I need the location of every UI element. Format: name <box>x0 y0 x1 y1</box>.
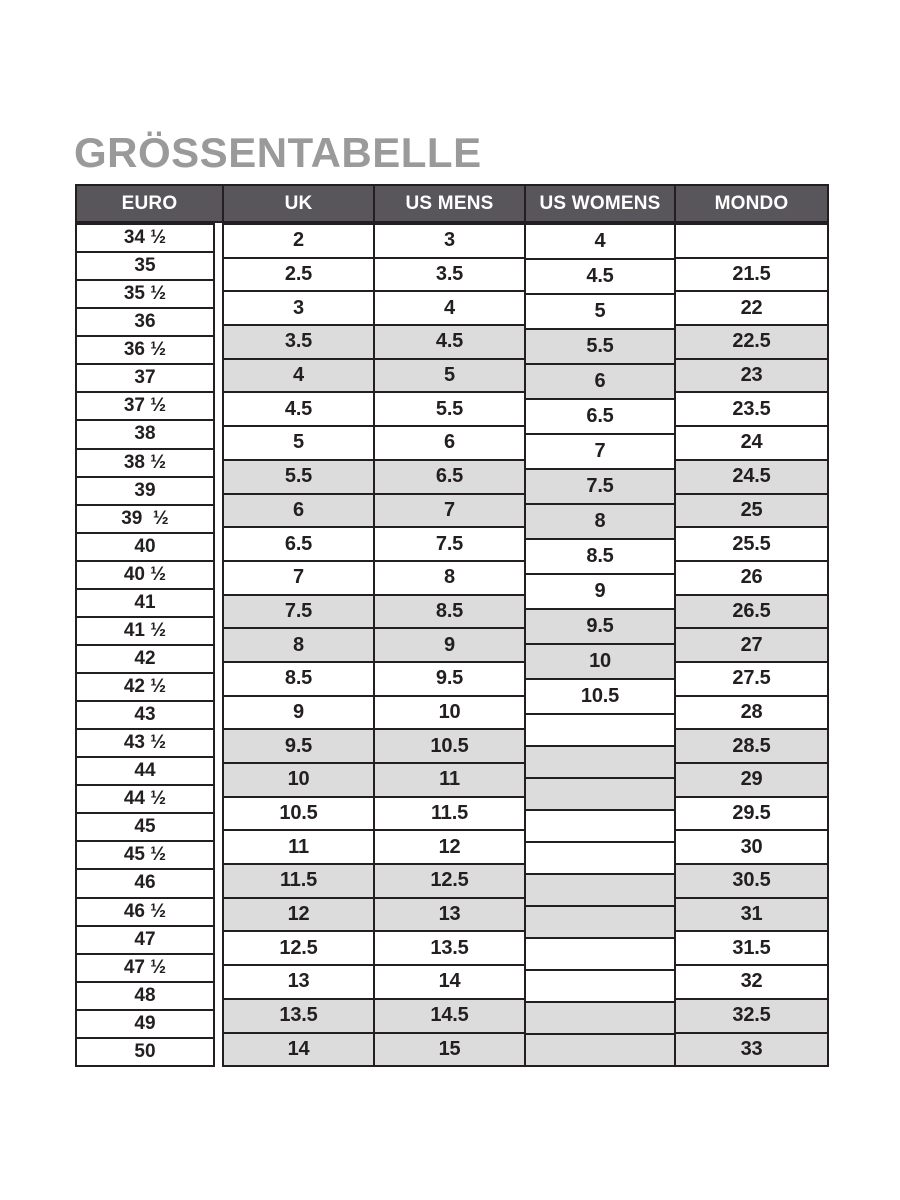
us-womens-cell: 6.5 <box>526 400 674 435</box>
us-womens-cell <box>526 907 674 939</box>
euro-cell: 36 ½ <box>77 337 213 365</box>
mondo-cell: 29.5 <box>676 798 827 832</box>
uk-cell: 3.5 <box>224 326 373 360</box>
uk-cell: 11.5 <box>224 865 373 899</box>
us-mens-cell: 14.5 <box>375 1000 524 1034</box>
uk-cell: 11 <box>224 831 373 865</box>
us-womens-cell: 5.5 <box>526 330 674 365</box>
euro-cell: 47 <box>77 927 213 955</box>
us-mens-cell: 7.5 <box>375 528 524 562</box>
mondo-cell: 25.5 <box>676 528 827 562</box>
us-womens-cell <box>526 1035 674 1065</box>
uk-column <box>224 225 373 1065</box>
uk-cell: 12.5 <box>224 932 373 966</box>
mondo-cell: 24 <box>676 427 827 461</box>
euro-cell: 39 <box>77 478 213 506</box>
uk-cell: 4.5 <box>224 393 373 427</box>
uk-cell: 12 <box>224 899 373 933</box>
euro-cell: 37 <box>77 365 213 393</box>
uk-cell: 4 <box>224 360 373 394</box>
uk-cell: 8.5 <box>224 663 373 697</box>
us-womens-cell <box>526 779 674 811</box>
us-mens-cell: 8 <box>375 562 524 596</box>
us-mens-cell: 10.5 <box>375 730 524 764</box>
us-mens-cell: 6 <box>375 427 524 461</box>
us-womens-cell: 10.5 <box>526 680 674 715</box>
euro-cell: 50 <box>134 1040 156 1062</box>
us-mens-cell: 3 <box>375 225 524 259</box>
us-mens-cell: 4 <box>375 292 524 326</box>
euro-cell: 37 ½ <box>77 393 213 421</box>
column-gutter <box>215 223 222 1067</box>
us-mens-cell: 10 <box>375 697 524 731</box>
euro-cell: 45 <box>77 814 213 842</box>
us-womens-cell <box>526 843 674 875</box>
us-womens-cell: 7 <box>526 435 674 470</box>
us-mens-cell: 12.5 <box>375 865 524 899</box>
table-header-row <box>75 184 829 223</box>
us-womens-cell: 8.5 <box>526 540 674 575</box>
uk-cell: 6 <box>224 495 373 529</box>
us-womens-cell: 4.5 <box>526 260 674 295</box>
us-mens-cell: 11 <box>375 764 524 798</box>
euro-cell: 40 <box>77 534 213 562</box>
mondo-cell: 28 <box>676 697 827 731</box>
us-womens-cell: 8 <box>526 505 674 540</box>
uk-cell: 3 <box>224 292 373 326</box>
us-mens-cell: 4.5 <box>375 326 524 360</box>
euro-cell: 43 <box>77 702 213 730</box>
euro-cell: 49 <box>77 1011 213 1039</box>
us-mens-cell: 13 <box>375 899 524 933</box>
us-womens-cell: 9 <box>526 575 674 610</box>
euro-cell: 38 <box>77 421 213 449</box>
us-mens-cell: 12 <box>375 831 524 865</box>
euro-cell: 40 ½ <box>77 562 213 590</box>
uk-cell: 13.5 <box>224 1000 373 1034</box>
mondo-cell: 22 <box>676 292 827 326</box>
conversion-columns <box>222 223 829 1067</box>
uk-cell: 6.5 <box>224 528 373 562</box>
euro-cell: 44 ½ <box>77 786 213 814</box>
mondo-cell: 21.5 <box>676 259 827 293</box>
us-mens-cell: 15 <box>375 1034 524 1066</box>
us-womens-cell <box>526 939 674 971</box>
euro-cell: 39 ½ <box>77 506 213 534</box>
uk-cell: 10 <box>224 764 373 798</box>
us-womens-cell <box>526 1003 674 1035</box>
uk-cell: 13 <box>224 966 373 1000</box>
euro-cell: 35 ½ <box>77 281 213 309</box>
us-womens-cell: 7.5 <box>526 470 674 505</box>
us-womens-cell <box>526 811 674 843</box>
us-mens-cell: 3.5 <box>375 259 524 293</box>
us-womens-cell <box>526 971 674 1003</box>
column-header-us-womens: US WOMENS <box>524 186 674 221</box>
euro-cell: 46 ½ <box>77 899 213 927</box>
euro-cell: 41 ½ <box>77 618 213 646</box>
page-title: GRÖSSENTABELLE <box>74 129 482 176</box>
euro-cell: 47 ½ <box>77 955 213 983</box>
us-womens-cell <box>526 747 674 779</box>
mondo-cell: 26.5 <box>676 596 827 630</box>
uk-cell: 10.5 <box>224 798 373 832</box>
uk-cell: 8 <box>224 629 373 663</box>
us-mens-cell: 8.5 <box>375 596 524 630</box>
mondo-cell: 23 <box>676 360 827 394</box>
euro-cell: 48 <box>77 983 213 1011</box>
column-header-mondo: MONDO <box>674 186 827 221</box>
mondo-cell: 23.5 <box>676 393 827 427</box>
us-womens-cell: 10 <box>526 645 674 680</box>
mondo-column <box>674 225 827 1065</box>
us-mens-cell: 5.5 <box>375 393 524 427</box>
size-conversion-table <box>75 184 829 1067</box>
us-mens-cell: 11.5 <box>375 798 524 832</box>
euro-cell: 35 <box>77 253 213 281</box>
mondo-cell: 28.5 <box>676 730 827 764</box>
mondo-cell: 33 <box>676 1034 827 1066</box>
mondo-cell: 26 <box>676 562 827 596</box>
euro-cell: 44 <box>77 758 213 786</box>
table-body <box>75 223 829 1067</box>
euro-cell: 36 <box>77 309 213 337</box>
us-mens-cell: 5 <box>375 360 524 394</box>
us-womens-cell <box>526 715 674 747</box>
euro-cell: 34 ½ <box>77 225 213 253</box>
mondo-cell <box>676 225 827 259</box>
mondo-cell: 24.5 <box>676 461 827 495</box>
us-womens-cell: 9.5 <box>526 610 674 645</box>
mondo-cell: 30.5 <box>676 865 827 899</box>
euro-cell: 41 <box>77 590 213 618</box>
column-header-us-mens: US MENS <box>373 186 524 221</box>
euro-cell: 42 <box>77 646 213 674</box>
us-mens-cell: 9.5 <box>375 663 524 697</box>
us-womens-cell: 4 <box>526 225 674 260</box>
euro-cell: 42 ½ <box>77 674 213 702</box>
us-mens-cell: 7 <box>375 495 524 529</box>
us-mens-cell: 14 <box>375 966 524 1000</box>
mondo-cell: 25 <box>676 495 827 529</box>
uk-cell: 5.5 <box>224 461 373 495</box>
us-mens-cell: 9 <box>375 629 524 663</box>
uk-cell: 9.5 <box>224 730 373 764</box>
uk-cell: 7.5 <box>224 596 373 630</box>
mondo-cell: 32.5 <box>676 1000 827 1034</box>
euro-cell: 45 ½ <box>77 842 213 870</box>
uk-cell: 2 <box>224 225 373 259</box>
column-header-uk: UK <box>222 186 373 221</box>
euro-cell: 46 <box>77 870 213 898</box>
column-header-euro: EURO <box>121 192 178 214</box>
uk-cell: 2.5 <box>224 259 373 293</box>
euro-cell: 43 ½ <box>77 730 213 758</box>
mondo-cell: 31 <box>676 899 827 933</box>
mondo-cell: 32 <box>676 966 827 1000</box>
uk-cell: 7 <box>224 562 373 596</box>
us-mens-column <box>373 225 524 1065</box>
euro-cell: 38 ½ <box>77 450 213 478</box>
us-womens-column <box>524 225 674 1065</box>
mondo-cell: 31.5 <box>676 932 827 966</box>
us-mens-cell: 6.5 <box>375 461 524 495</box>
uk-cell: 5 <box>224 427 373 461</box>
us-womens-cell: 5 <box>526 295 674 330</box>
mondo-cell: 30 <box>676 831 827 865</box>
uk-cell: 14 <box>224 1034 373 1066</box>
mondo-cell: 22.5 <box>676 326 827 360</box>
us-womens-cell <box>526 875 674 907</box>
us-mens-cell: 13.5 <box>375 932 524 966</box>
euro-column <box>75 223 215 1067</box>
uk-cell: 9 <box>224 697 373 731</box>
mondo-cell: 27 <box>676 629 827 663</box>
mondo-cell: 27.5 <box>676 663 827 697</box>
mondo-cell: 29 <box>676 764 827 798</box>
us-womens-cell: 6 <box>526 365 674 400</box>
